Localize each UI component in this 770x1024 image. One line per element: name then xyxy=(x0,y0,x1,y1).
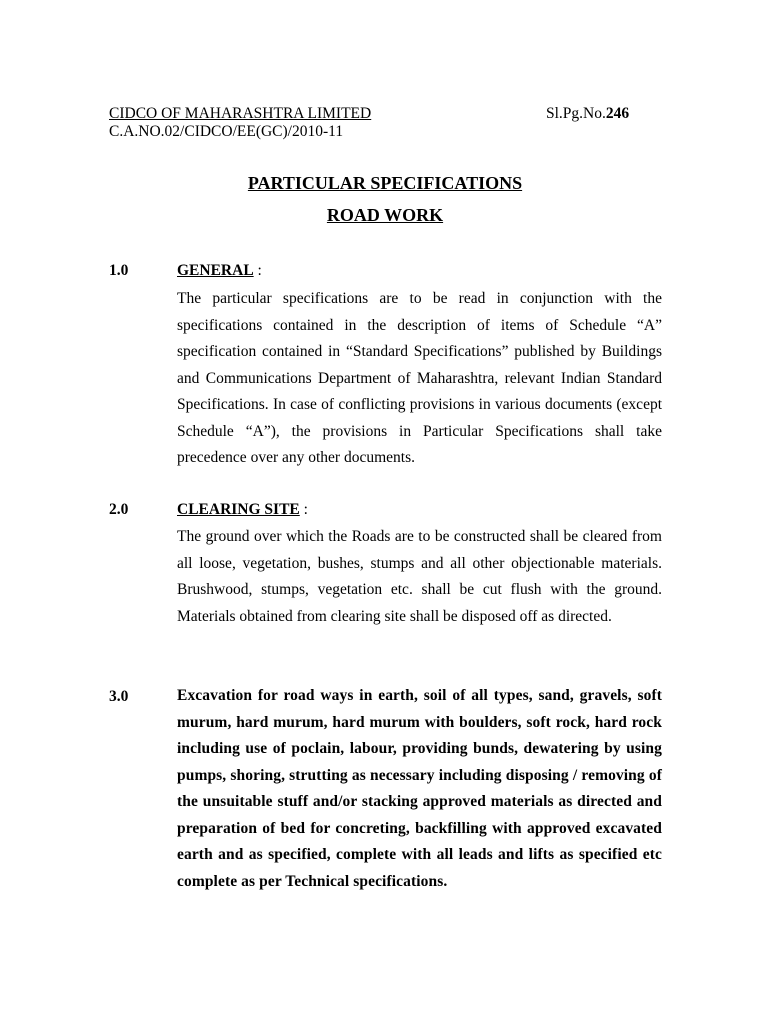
section-number-1: 1.0 xyxy=(109,262,129,279)
section-number-3: 3.0 xyxy=(109,688,129,705)
page-prefix: Sl.Pg.No. xyxy=(546,105,606,122)
header-org: CIDCO OF MAHARASHTRA LIMITED xyxy=(109,105,372,122)
header-contract-no: C.A.NO.02/CIDCO/EE(GC)/2010-11 xyxy=(109,123,344,140)
page-number-value: 246 xyxy=(605,105,630,122)
section-heading-clearing-site xyxy=(177,501,308,519)
section-body-excavation: Excavation for road ways in earth, soil of all types, sand, gravels, soft murum, hard murum, hard murum with boulders, soft rock, hard rock including use of poclain, labour, providing bunds, dewatering by using pumps, shoring, strutting as necessary including disposing / removing of the unsuitable stuff and/or stacking approved materials as directed and preparation of bed for concreting, backfilling with approved excavated earth and as specified, complete with all leads and lifts as specified etc complete as per Technical specifications. xyxy=(177,687,662,890)
section-heading-general xyxy=(177,262,262,280)
section-number-2: 2.0 xyxy=(109,501,129,518)
section-heading-colon: : xyxy=(299,501,308,518)
page-subtitle: ROAD WORK xyxy=(326,205,444,225)
header-page-number xyxy=(546,104,629,124)
section-heading-colon: : xyxy=(253,262,262,279)
section-body-clearing-site: The ground over which the Roads are to be constructed shall be cleared from all loose, vegetation, bushes, stumps and all other objectionable materials. Brushwood, stumps, vegetation etc. shall be cut flush with the ground. Materials obtained from clearing site shall be disposed off as directed. xyxy=(177,528,662,625)
section-heading-text: CLEARING SITE xyxy=(177,501,300,518)
section-heading-text: GENERAL xyxy=(177,262,254,279)
section-body-general: The particular specifications are to be read in conjunction with the specifications contained in the description of items of Schedule “A” specification contained in “Standard Specifications” published by Buildings and Communications Department of Maharashtra, relevant Indian Standard Specifications. In case of conflicting provisions in various documents (except Schedule “A”), the provisions in Particular Specifications shall take precedence over any other documents. xyxy=(177,290,662,466)
page-title: PARTICULAR SPECIFICATIONS xyxy=(247,173,523,193)
